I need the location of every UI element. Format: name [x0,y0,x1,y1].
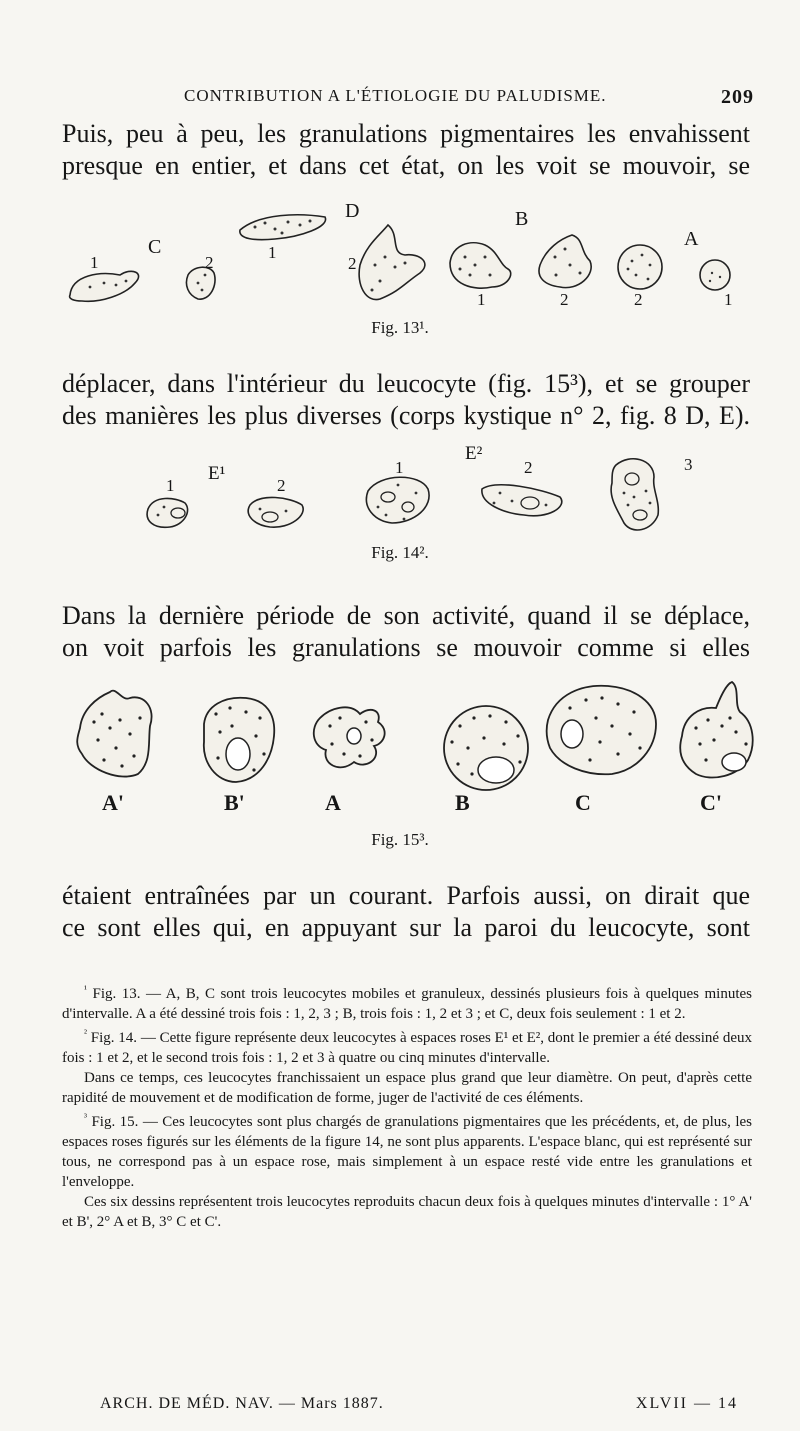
cell-e2-3 [611,459,658,530]
figure-13-drawing [60,195,750,325]
fig15-label-b-prime: B' [224,790,245,815]
fig13-label-a1: 1 [724,290,733,309]
figure-13 [60,195,750,325]
footnote-3 [62,1108,752,1192]
figure-14-drawing [130,445,690,545]
fig13-label-b2: 2 [560,290,569,309]
paragraph-2 [62,368,750,432]
fig13-label-d: D [345,200,360,222]
footnote-text: Dans ce temps, ces leucocytes franchissaient un espace plus grand que leur diamètre. On peut, d'après cette rapidité de mouvement et de modification de forme, juger de l'activité de ces éléments. [62,1070,752,1106]
footnote-text: Fig. 14. — Cette figure représente deux leucocytes à espaces roses E¹ et E², dont le premier a été dessiné deux fois : 1 et 2, et le second trois fois : 1, 2 et 3 à quatre ou cinq minutes d'intervalle. [62,1030,753,1066]
text-line: ce sont elles qui, en appuyant sur la paroi du leucocyte, sont [62,913,750,942]
fig15-label-c: C [575,790,591,815]
footnote-mark: ¹ [84,984,87,995]
text-line: on voit parfois les granulations se mouvoir comme si elles [62,633,750,662]
footnote-mark: ³ [84,1112,87,1123]
page-number: 209 [721,86,754,108]
paragraph-3 [62,600,750,664]
fig14-label-e2-1: 1 [395,458,404,477]
footnote-2 [62,1024,752,1068]
journal-signature: ARCH. DE MÉD. NAV. — Mars 1887. [100,1395,384,1412]
cell-a-prime [77,691,151,777]
cell-d2 [359,225,425,300]
cell-a2 [618,245,662,289]
fig15-label-b: B [455,790,470,815]
fig15-label-a-prime: A' [102,790,124,815]
running-title: CONTRIBUTION A L'ÉTIOLOGIE DU PALUDISME. [184,86,607,105]
text-line: déplacer, dans l'intérieur du leucocyte (fig. 15³), et se grouper [62,369,750,398]
footnote-text: Ces six dessins représentent trois leucocytes reproduits chacun deux fois à quelques minutes d'intervalle : 1° A' et B', 2° A et B, 3° C et C'. [62,1194,752,1230]
cell-a1 [700,260,730,290]
fig15-label-a: A [325,790,341,815]
sheet-signature: XLVII — 14 [635,1395,738,1412]
figure-15 [60,678,760,793]
fig13-label-c1: 1 [90,253,99,272]
figure-15-drawing [60,678,760,793]
fig13-label-d1: 1 [268,243,277,262]
fig13-label-c: C [148,236,162,258]
footnote-2-continued [62,1068,752,1108]
fig15-caption: Fig. 15³. [371,830,429,849]
cell-b1 [450,243,511,288]
fig14-label-2: 2 [277,476,286,495]
fig14-label-e2: E² [465,443,483,464]
page-footer [100,1395,738,1417]
fig13-label-b: B [515,208,529,230]
footnote-1 [62,980,752,1024]
text-line: Puis, peu à peu, les granulations pigmentaires les envahissent [62,119,750,148]
text-line: étaient entraînées par un courant. Parfois aussi, on dirait que [62,881,750,910]
text-line: presque en entier, et dans cet état, on les voit se mouvoir, se [62,151,750,180]
fig14-label-e1: E¹ [208,463,226,484]
text-line: Dans la dernière période de son activité, quand il se déplace, [62,601,750,630]
fig13-label-a: A [684,228,699,250]
cell-b2 [539,235,591,288]
cell-e1-2 [248,497,303,527]
text-line: des manières les plus diverses (corps kystique n° 2, fig. 8 D, E). [62,401,750,430]
running-header [62,86,754,110]
fig13-label-a2: 2 [634,290,643,309]
fig13-caption: Fig. 13¹. [371,318,429,337]
cell-d1 [240,215,326,240]
fig15-label-c-prime: C' [700,790,722,815]
paragraph-4 [62,880,750,944]
fig14-label-e2-2: 2 [524,458,533,477]
cell-c1 [70,271,139,301]
footnote-text: Fig. 15. — Ces leucocytes sont plus chargés de granulations pigmentaires que les précédents, et, de plus, les espaces roses figurés sur les éléments de la figure 14, ne sont plus apparents. L'espace blanc, qui est représenté sur tous, ne correspond pas à un espace rose, mais simplement à un espace resté vide entre les granulations et l'enveloppe. [62,1114,753,1190]
figure-14 [130,445,690,545]
fig14-caption: Fig. 14². [371,543,429,562]
cell-e1-1 [147,498,187,527]
fig13-label-c2: 2 [205,253,214,272]
fig14-label-e2-3: 3 [684,455,693,474]
fig13-label-d2: 2 [348,254,357,273]
fig14-label-1: 1 [166,476,175,495]
footnote-text: Fig. 13. — A, B, C sont trois leucocytes mobiles et granuleux, dessinés plusieurs fois à quelques minutes d'intervalle. A a été dessiné trois fois : 1, 2, 3 ; B, trois fois : 1, 2 et 3 ; et C, deux fois seulement : 1 et 2. [62,986,753,1022]
footnotes [62,980,752,1232]
footnote-mark: ² [84,1028,87,1039]
footnote-3-continued [62,1192,752,1232]
fig13-label-b1: 1 [477,290,486,309]
paragraph-1 [62,118,750,182]
